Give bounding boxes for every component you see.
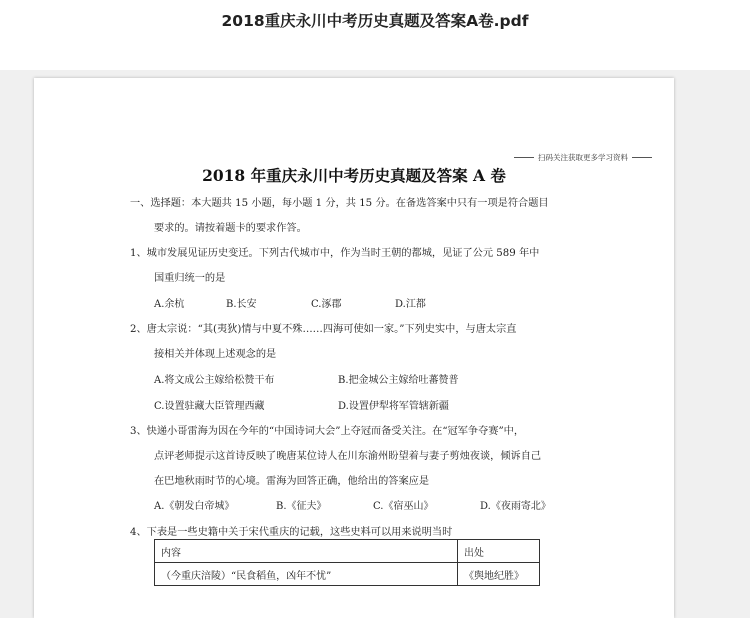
section-instruction-line2: 要求的。请按着题卡的要求作答。 <box>154 223 307 234</box>
question-3-option-a: A.《朝发白帝城》 <box>154 501 235 512</box>
table-cell-source: 《舆地纪胜》 <box>458 563 540 586</box>
watermark <box>510 152 656 163</box>
question-3-option-c: C.《宿巫山》 <box>373 501 434 512</box>
question-2-option-c: C.设置驻藏大臣管理西藏 <box>154 401 265 412</box>
section-instruction-line1: 一、选择题：本大题共 15 小题，每小题 1 分，共 15 分。在备选答案中只有一项是符合题目 <box>130 198 549 209</box>
question-2-option-a: A.将文成公主嫁给松赞干布 <box>154 375 275 386</box>
table-header-source: 出处 <box>458 540 540 563</box>
source-table <box>154 539 540 586</box>
question-3-line2: 点评老师提示这首诗反映了晚唐某位诗人在川东渝州盼望着与妻子剪烛夜谈，倾诉自己 <box>154 451 542 462</box>
question-1-line1: 1、城市发展见证历史变迁。下列古代城市中，作为当时王朝的都城，见证了公元 589 年中 <box>130 248 540 259</box>
watermark-right-rule <box>632 157 652 158</box>
question-1-option-d: D.江都 <box>395 299 426 310</box>
file-title: 2018重庆永川中考历史真题及答案A卷.pdf <box>221 12 529 30</box>
watermark-text: 扫码关注获取更多学习资料 <box>538 153 628 162</box>
question-1-line2: 国重归统一的是 <box>154 273 226 284</box>
question-3-line3: 在巴地秋雨时节的心境。雷海为回答正确，他给出的答案应是 <box>154 476 430 487</box>
question-1-option-b: B.长安 <box>226 299 257 310</box>
viewer-toolbar <box>0 0 750 70</box>
table-cell-content: （今重庆涪陵）“民食稻鱼，凶年不忧” <box>155 563 458 586</box>
table-header-content: 内容 <box>155 540 458 563</box>
question-3-option-b: B.《征夫》 <box>276 501 327 512</box>
question-2-option-b: B.把金城公主嫁给吐蕃赞普 <box>338 375 459 386</box>
question-2-line1: 2、唐太宗说：“其(夷狄)情与中夏不殊……四海可使如一家。”下列史实中，与唐太宗直 <box>130 324 517 335</box>
question-1-option-c: C.涿郡 <box>311 299 342 310</box>
question-1-option-a: A.余杭 <box>154 299 185 310</box>
document-page <box>34 78 674 618</box>
question-2-option-d: D.设置伊犁将军管辖新疆 <box>338 401 449 412</box>
table-row <box>155 563 540 586</box>
question-3-line1: 3、快递小哥雷海为因在今年的“中国诗词大会”上夺冠而备受关注。在“冠军争夺赛”中， <box>130 426 525 437</box>
watermark-left-rule <box>514 157 534 158</box>
question-3-option-d: D.《夜雨寄北》 <box>480 501 551 512</box>
table-header-row <box>155 540 540 563</box>
question-2-line2: 接相关并体现上述观念的是 <box>154 349 277 360</box>
question-4-line1: 4、下表是一些史籍中关于宋代重庆的记载，这些史料可以用来说明当时 <box>130 527 453 538</box>
document-title: 2018 年重庆永川中考历史真题及答案 A 卷 <box>202 166 506 185</box>
